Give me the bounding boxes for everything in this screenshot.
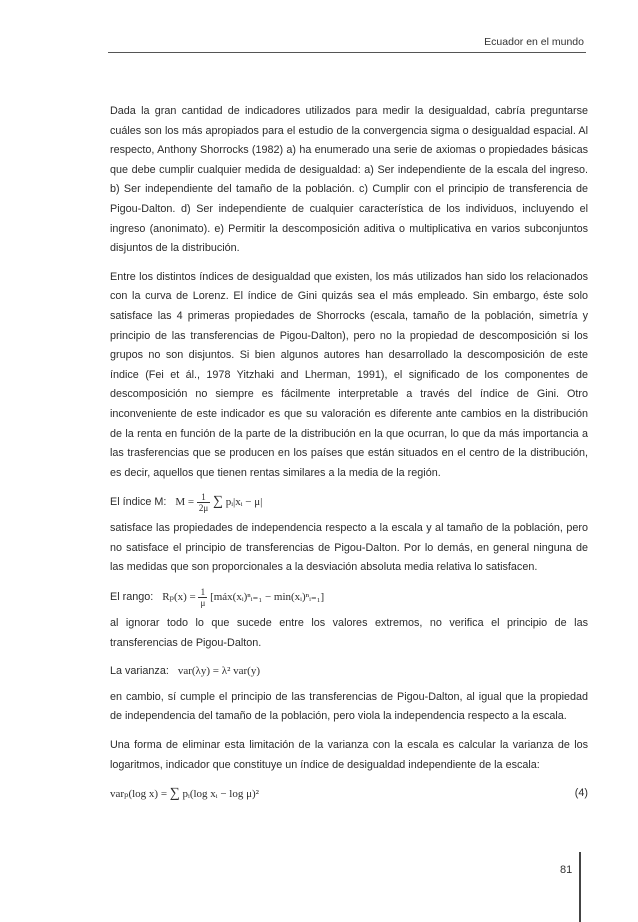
logvar-math [110, 788, 259, 800]
indice-m-text: satisface las propiedades de independencia respecto a la escala y al tamaño de la población, pero no satisface el principio de transferencias de Pigou-Dalton. Por lo demás, en general ninguna de las medidas que son proporcionales a la desviación absoluta media relativa lo satisfacen. [110, 522, 588, 574]
indice-m-body: pᵢ|xᵢ − μ| [225, 496, 263, 509]
rango-lhs: Rₚ(x) = [162, 591, 196, 604]
logvar-formula [110, 784, 588, 805]
varianza-math: var(λy) = λ² var(y) [177, 665, 260, 678]
page-body [110, 102, 588, 811]
rango-fraction [198, 587, 207, 608]
varianza-label: La varianza: [110, 665, 169, 678]
paragraph-1: Dada la gran cantidad de indicadores utilizados para medir la desigualdad, cabría preguntarse cuáles son los más apropiados para el estudio de la convergencia sigma o desigualdad espacial. Al respecto, Anthony Shorrocks (1982) a) ha enumerado una serie de axiomas o propiedades básicas que debe cumplir cualquier medida de desigualdad: a) Ser independiente de la escala del ingreso. b) Ser independiente del tamaño de la población. c) Cumplir con el principio de transferencia de Pigou-Dalton. d) Ser independiente de cualquier característica de los individuos, incluyendo el ingreso (anonimato). e) Permitir la descomposición aditiva o multiplicativa en varios subconjuntos disjuntos de la distribución. [110, 105, 588, 255]
indice-m-denominator: 2μ [198, 503, 209, 514]
indice-m-formula [110, 492, 588, 513]
page-number-bar [579, 852, 581, 922]
rango-body: [máx(xᵢ)ⁿᵢ₌₁ − min(xᵢ)ⁿᵢ₌₁] [210, 591, 325, 604]
indice-m-sum-sign: ∑ [212, 494, 223, 510]
rango-label: El rango: [110, 591, 154, 604]
indice-m-numerator: 1 [197, 492, 210, 503]
indice-m-fraction [197, 492, 210, 513]
paragraph-2: Entre los distintos índices de desigualdad que existen, los más utilizados han sido los relacionados con la curva de Lorenz. El índice de Gini quizás sea el más empleado. Sin embargo, éste solo satisface las 4 primeras propiedades de Shorrocks (escala, tamaño de la población, simetría y principio de las transferencias de Pigou-Dalton), pero no la propiedad de descomposición si los grupos no son disjuntos. Si bien algunos autores han desarrollado la descomposición de este índice (Fei et ál., 1978 Yitzhaki and Lherman, 1991), el significado de los componentes de descomposición no siempre es fácilmente interpretable a través del índice de Gini. Otro inconveniente de este indicador es que su valoración es diferente ante cambios en la distribución de la renta en función de la parte de la distribución en la que ocurran, lo que da más importancia a las trasferencias que se producen en los países que están situados en el centro de la distribución, es decir, aquellos que tienen rentas similares a la media de la región. [110, 270, 588, 479]
logvar-lhs: varₚ(log x) = [110, 788, 168, 801]
equation-number: (4) [574, 787, 588, 800]
indice-m-label: El índice M: [110, 496, 167, 509]
rango-formula [110, 587, 588, 608]
rango-denominator: μ [200, 598, 206, 609]
varianza-text: en cambio, sí cumple el principio de las transferencias de Pigou-Dalton, al igual que la propiedad de independencia del tamaño de la población, pero viola la independencia respecto a la escala. [110, 690, 588, 723]
logvar-intro: Una forma de eliminar esta limitación de la varianza con la escala es calcular la varianza de los logaritmos, indicador que constituye un índice de desigualdad independiente de la escala: [110, 739, 588, 771]
header-rule [108, 52, 586, 53]
logvar-body: pᵢ(log xᵢ − log μ)² [182, 788, 259, 801]
logvar-sum-sign: ∑ [169, 786, 180, 802]
rango-math [162, 587, 325, 609]
header-title: Ecuador en el mundo [484, 36, 584, 48]
indice-m-lhs: M = [175, 496, 195, 509]
rango-numerator: 1 [198, 587, 207, 598]
page-number: 81 [560, 864, 573, 876]
varianza-formula [110, 662, 588, 682]
rango-text: al ignorar todo lo que sucede entre los valores extremos, no verifica el principio de las transferencias de Pigou-Dalton. [110, 617, 588, 649]
